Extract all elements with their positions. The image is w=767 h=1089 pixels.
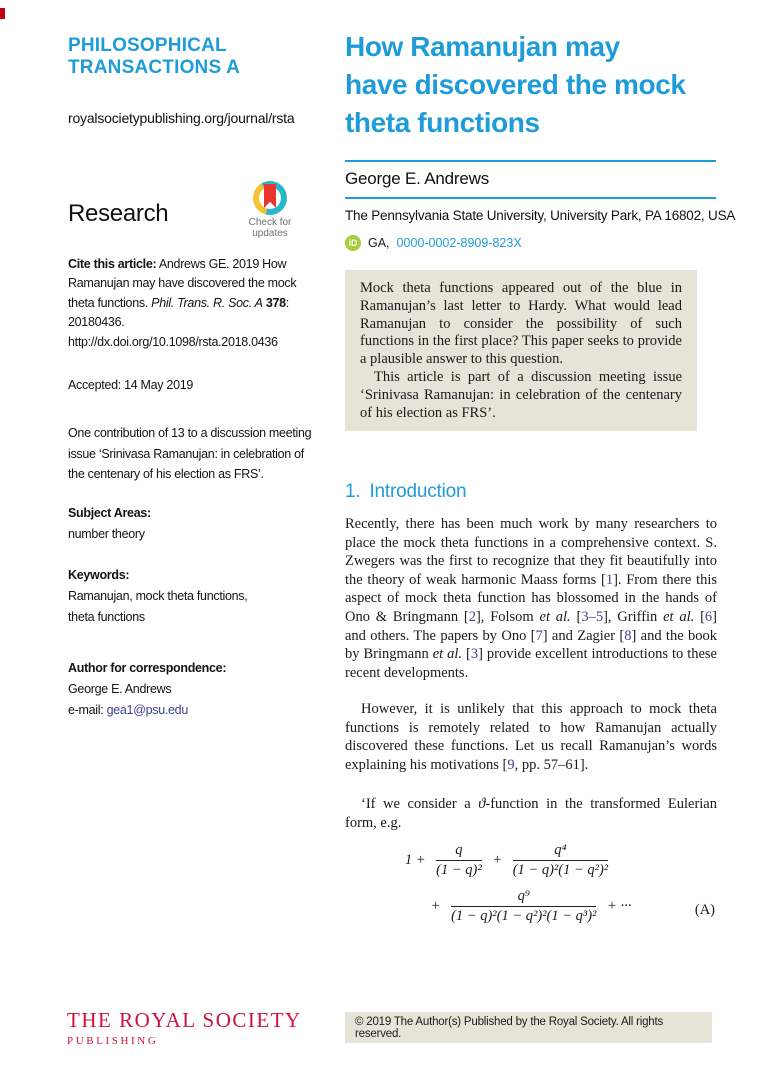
correspondence-name: George E. Andrews bbox=[68, 682, 172, 696]
subject-areas-block bbox=[68, 503, 320, 545]
text-segment: [ bbox=[570, 608, 582, 625]
abstract-box bbox=[345, 270, 697, 431]
equation-plus: + bbox=[492, 851, 503, 868]
abstract-paragraph-2: This article is part of a discussion meeting issue ‘Srinivasa Ramanujan: in celebration of the centenary of his election as FRS’. bbox=[360, 368, 682, 421]
keywords-line1: Ramanujan, mock theta functions, bbox=[68, 589, 248, 603]
keywords-line2: theta functions bbox=[68, 610, 145, 624]
contribution-note: One contribution of 13 to a discussion meeting issue ‘Srinivasa Ramanujan: in celebration of the centenary of his election as FRS’. bbox=[68, 426, 312, 481]
orcid-id-link[interactable]: 0000-0002-8909-823X bbox=[396, 236, 522, 250]
citation-link[interactable]: 2 bbox=[468, 608, 476, 625]
journal-logo bbox=[68, 35, 240, 79]
check-for-updates-label: Check for updates bbox=[248, 217, 292, 239]
italic-text: et al. bbox=[432, 646, 463, 663]
article-title-line2: have discovered the mock bbox=[345, 69, 686, 100]
article-title-line3: theta functions bbox=[345, 107, 540, 138]
text-segment: ] and Zagier [ bbox=[542, 627, 625, 644]
fraction-denominator: (1 − q)² bbox=[436, 862, 482, 878]
author-name: George E. Andrews bbox=[345, 169, 490, 188]
text-segment: -function in the transformed Eulerian form, e.g. bbox=[345, 796, 717, 831]
article-type-label: Research bbox=[68, 200, 169, 227]
equation-trailing-dots: + ··· bbox=[607, 897, 632, 914]
cite-volume: 378 bbox=[262, 295, 286, 310]
italic-text: et al. bbox=[539, 608, 571, 625]
publisher-name: THE ROYAL SOCIETY bbox=[67, 1008, 302, 1032]
text-segment: [ bbox=[462, 646, 471, 663]
equation-line-2 bbox=[345, 888, 717, 925]
body-paragraph-3 bbox=[345, 795, 717, 832]
accepted-date: Accepted: 14 May 2019 bbox=[68, 378, 194, 392]
text-segment: However, it is unlikely that this approach to mock theta functions is remotely related to how Ramanujan actually discovered these functions. Let us recall Ramanujan’s words explaining his motivations [ bbox=[345, 701, 717, 773]
citation-link[interactable]: 1 bbox=[605, 571, 614, 588]
journal-name-line2: TRANSACTIONS A bbox=[68, 57, 241, 78]
cite-journal-abbrev: Phil. Trans. R. Soc. A bbox=[151, 295, 263, 310]
text-segment: ] and others. The papers by Ono [ bbox=[345, 608, 717, 644]
italic-text: ϑ bbox=[478, 796, 486, 812]
citation-block bbox=[68, 255, 320, 353]
section-number: 1. bbox=[345, 481, 361, 502]
equation-A bbox=[345, 842, 717, 925]
copyright-box bbox=[345, 1012, 712, 1043]
publisher-logo bbox=[67, 1008, 302, 1047]
author-affiliation: The Pennsylvania State University, University Park, PA 16802, USA bbox=[345, 208, 736, 223]
text-segment: ‘If we consider a bbox=[361, 796, 479, 812]
fraction-denominator: (1 − q)²(1 − q²)² bbox=[512, 862, 609, 878]
fraction-numerator: q⁹ bbox=[451, 888, 596, 907]
section-title: Introduction bbox=[369, 481, 467, 502]
print-registration-mark bbox=[0, 8, 5, 19]
equation-plus: + bbox=[430, 897, 441, 914]
check-for-updates-badge[interactable] bbox=[237, 181, 303, 239]
cite-pages: : 20180436. bbox=[68, 295, 289, 329]
text-segment: ] provide excellent introductions to these recent developments. bbox=[345, 646, 717, 681]
copyright-text: © 2019 The Author(s) Published by the Royal Society. All rights reserved. bbox=[355, 1015, 664, 1040]
keywords-label: Keywords: bbox=[68, 568, 130, 582]
fraction-denominator: (1 − q)²(1 − q²)²(1 − q³)² bbox=[451, 908, 597, 924]
cite-label: Cite this article: bbox=[68, 256, 157, 271]
body-paragraph-2 bbox=[345, 700, 717, 774]
text-segment: ]. From there this aspect of mock theta function has blossomed in the hands of Ono & Bringmann [ bbox=[345, 571, 717, 625]
email-link[interactable]: gea1@psu.edu bbox=[106, 703, 188, 717]
equation-fraction-2 bbox=[513, 842, 608, 879]
article-title-line1: How Ramanujan may bbox=[345, 31, 620, 62]
orcid-icon: iD bbox=[345, 235, 361, 251]
divider-rule-bottom bbox=[345, 197, 716, 199]
body-paragraph-1 bbox=[345, 515, 717, 682]
citation-link[interactable]: 3–5 bbox=[581, 608, 604, 625]
fraction-numerator: q⁴ bbox=[513, 842, 608, 861]
journal-name-line1: PHILOSOPHICAL bbox=[68, 35, 227, 56]
citation-link[interactable]: 8 bbox=[624, 627, 632, 644]
equation-fraction-3 bbox=[451, 888, 596, 925]
crossmark-icon bbox=[253, 181, 287, 215]
text-segment: ], Folsom bbox=[475, 608, 540, 625]
fraction-numerator: q bbox=[436, 842, 482, 861]
text-segment: , pp. 57–61]. bbox=[514, 756, 589, 773]
abstract-paragraph-1: Mock theta functions appeared out of the blue in Ramanujan’s last letter to Hardy. What would lead Ramanujan to consider the possibility of such functions in the first place? This paper seeks to provide a plausible answer to this question. bbox=[360, 280, 682, 368]
email-label: e-mail: bbox=[68, 703, 107, 717]
citation-link[interactable]: 6 bbox=[704, 608, 713, 625]
italic-text: et al. bbox=[663, 608, 695, 625]
text-segment: ], Griffin bbox=[603, 608, 664, 625]
keywords-block bbox=[68, 565, 320, 628]
correspondence-block bbox=[68, 658, 320, 721]
equation-tag: (A) bbox=[694, 902, 715, 918]
cite-text: Andrews GE. 2019 How Ramanujan may have discovered the mock theta functions. bbox=[68, 256, 297, 310]
equation-line-1 bbox=[322, 842, 694, 879]
equation-lead: 1 + bbox=[404, 851, 426, 868]
article-title bbox=[345, 28, 725, 142]
orcid-initials: GA, bbox=[368, 236, 390, 250]
text-segment: ] and the book by Bringmann bbox=[345, 627, 717, 663]
citation-link[interactable]: 7 bbox=[535, 627, 543, 644]
text-segment: Recently, there has been much work by many researchers to place the mock theta functions in a comprehensive context. S. Zwegers was the first to recognize that they fit beautifully into the theory of weak harmonic Maass forms [ bbox=[345, 516, 717, 588]
orcid-row bbox=[345, 235, 522, 251]
text-segment: [ bbox=[694, 608, 705, 625]
doi-link: http://dx.doi.org/10.1098/rsta.2018.0436 bbox=[68, 334, 278, 349]
equation-fraction-1 bbox=[436, 842, 482, 879]
correspondence-label: Author for correspondence: bbox=[68, 661, 227, 675]
citation-link[interactable]: 9 bbox=[507, 756, 515, 773]
divider-rule-top bbox=[345, 160, 716, 162]
publisher-subtitle: PUBLISHING bbox=[67, 1035, 159, 1047]
subject-areas-value: number theory bbox=[68, 527, 145, 541]
journal-url: royalsocietypublishing.org/journal/rsta bbox=[68, 110, 295, 126]
subject-areas-label: Subject Areas: bbox=[68, 506, 151, 520]
section-heading bbox=[345, 481, 466, 503]
citation-link[interactable]: 3 bbox=[470, 646, 479, 663]
